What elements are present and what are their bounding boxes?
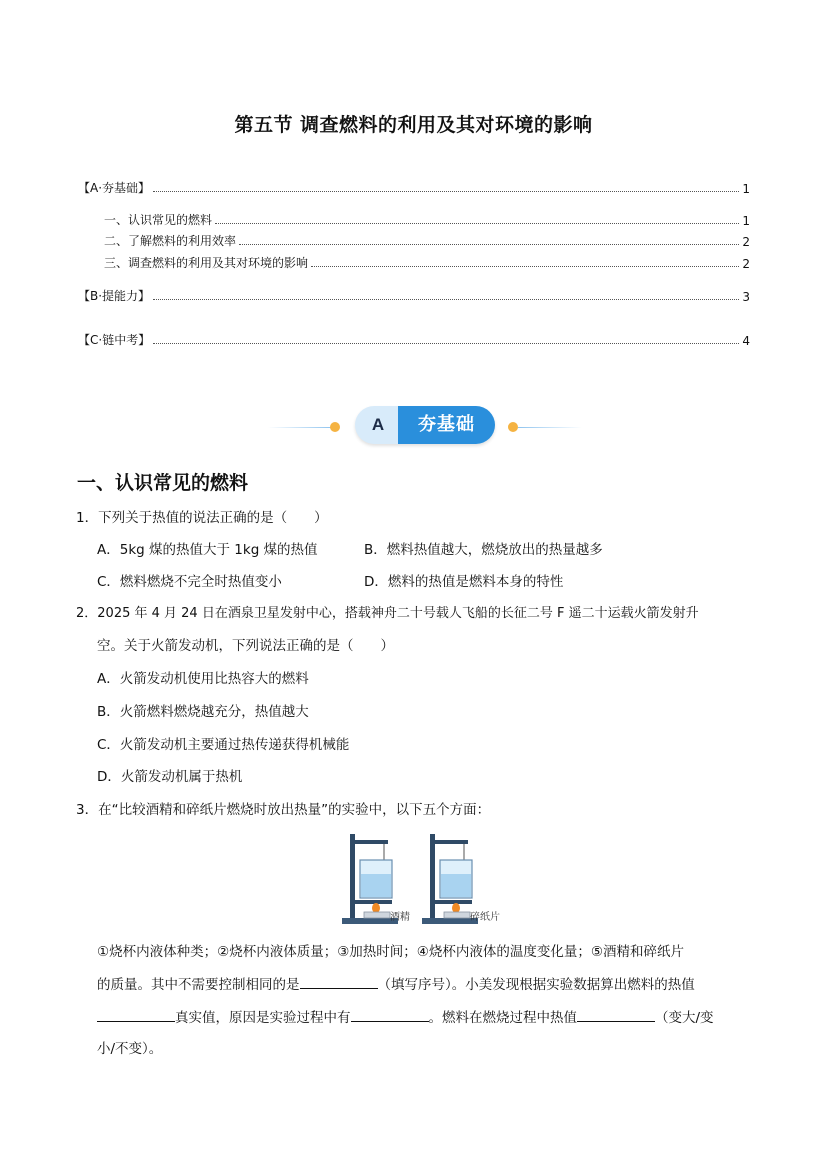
question-2-option-a[interactable]: A．火箭发动机使用比热容大的燃料 [97, 671, 309, 687]
experiment-figure [340, 830, 510, 928]
question-1-option-b[interactable]: B．燃料热值越大，燃烧放出的热量越多 [364, 542, 603, 558]
toc-page: 1 [742, 214, 750, 228]
toc-leader [153, 343, 739, 344]
section-heading: 一、认识常见的燃料 [77, 472, 249, 494]
toc-page: 1 [742, 182, 750, 196]
toc-page: 2 [742, 257, 750, 271]
question-3-line2 [97, 974, 695, 995]
question-3-line1: ①烧杯内液体种类；②烧杯内液体质量；③加热时间；④烧杯内液体的温度变化量；⑤酒精和碎纸片 [97, 944, 685, 960]
answer-blank-2[interactable] [97, 1007, 175, 1022]
question-1-option-a[interactable]: A．5kg 煤的热值大于 1kg 煤的热值 [97, 542, 318, 558]
label-alcohol: 酒精 [390, 912, 410, 923]
toc-item[interactable] [78, 330, 750, 348]
toc-item[interactable] [78, 286, 750, 304]
answer-blank-1[interactable] [300, 974, 378, 989]
question-3-stem: 3．在“比较酒精和碎纸片燃烧时放出热量”的实验中，以下五个方面： [76, 802, 491, 818]
toc-leader [153, 299, 739, 300]
toc-label: 二、了解燃料的利用效率 [104, 234, 237, 248]
toc-page: 3 [742, 290, 750, 304]
toc-item[interactable] [104, 253, 750, 271]
question-2-option-d[interactable]: D．火箭发动机属于热机 [97, 769, 243, 785]
toc-leader [239, 244, 739, 245]
toc-label: 【A·夯基础】 [78, 181, 151, 195]
toc-leader [311, 266, 739, 267]
question-3-line3-text-b: 。燃料在燃烧过程中热值 [428, 1010, 577, 1026]
toc-item[interactable] [104, 231, 750, 249]
question-2-option-c[interactable]: C．火箭发动机主要通过热传递获得机械能 [97, 737, 350, 753]
banner-dot-right [508, 422, 518, 432]
toc-label: 【B·提能力】 [78, 289, 151, 303]
toc-page: 2 [742, 235, 750, 249]
answer-blank-3[interactable] [351, 1007, 429, 1022]
question-1-option-d[interactable]: D．燃料的热值是燃料本身的特性 [364, 574, 564, 590]
answer-blank-4[interactable] [577, 1007, 655, 1022]
banner-line-left [268, 427, 332, 428]
toc-leader [215, 223, 739, 224]
page-title: 第五节 调查燃料的利用及其对环境的影响 [234, 114, 593, 136]
question-2-stem-line1: 2．2025 年 4 月 24 日在酒泉卫星发射中心，搭载神舟二十号载人飞船的长征二号 F 遥二十运载火箭发射升 [76, 606, 699, 621]
question-3-line2-text-a: 的质量。其中不需要控制相同的是 [97, 977, 300, 993]
question-3-line3-text-c: （变大/变 [655, 1010, 714, 1026]
toc-label: 一、认识常见的燃料 [104, 213, 213, 227]
toc-item[interactable] [78, 178, 750, 196]
banner-letter: A [371, 415, 385, 434]
banner-text: 夯基础 [398, 406, 495, 444]
toc-label: 【C·链中考】 [78, 333, 151, 347]
label-paper: 碎纸片 [470, 912, 500, 923]
question-1-option-c[interactable]: C．燃料燃烧不完全时热值变小 [97, 574, 282, 590]
question-2-option-b[interactable]: B．火箭燃料燃烧越充分，热值越大 [97, 704, 309, 720]
question-3-line4: 小/不变）。 [97, 1041, 163, 1057]
toc-leader [153, 191, 739, 192]
question-1-stem: 1．下列关于热值的说法正确的是（ ） [76, 510, 328, 526]
question-2-stem-line2: 空。关于火箭发动机，下列说法正确的是（ ） [97, 638, 394, 654]
question-3-line3-text-a: 真实值，原因是实验过程中有 [175, 1010, 351, 1026]
question-3-line2-text-b: （填写序号）。小美发现根据实验数据算出燃料的热值 [377, 977, 695, 993]
toc-item[interactable] [104, 210, 750, 228]
banner-dot-left [330, 422, 340, 432]
question-3-line3 [97, 1007, 714, 1028]
toc-page: 4 [742, 334, 750, 348]
toc-label: 三、调查燃料的利用及其对环境的影响 [104, 256, 309, 270]
banner-line-right [518, 427, 582, 428]
